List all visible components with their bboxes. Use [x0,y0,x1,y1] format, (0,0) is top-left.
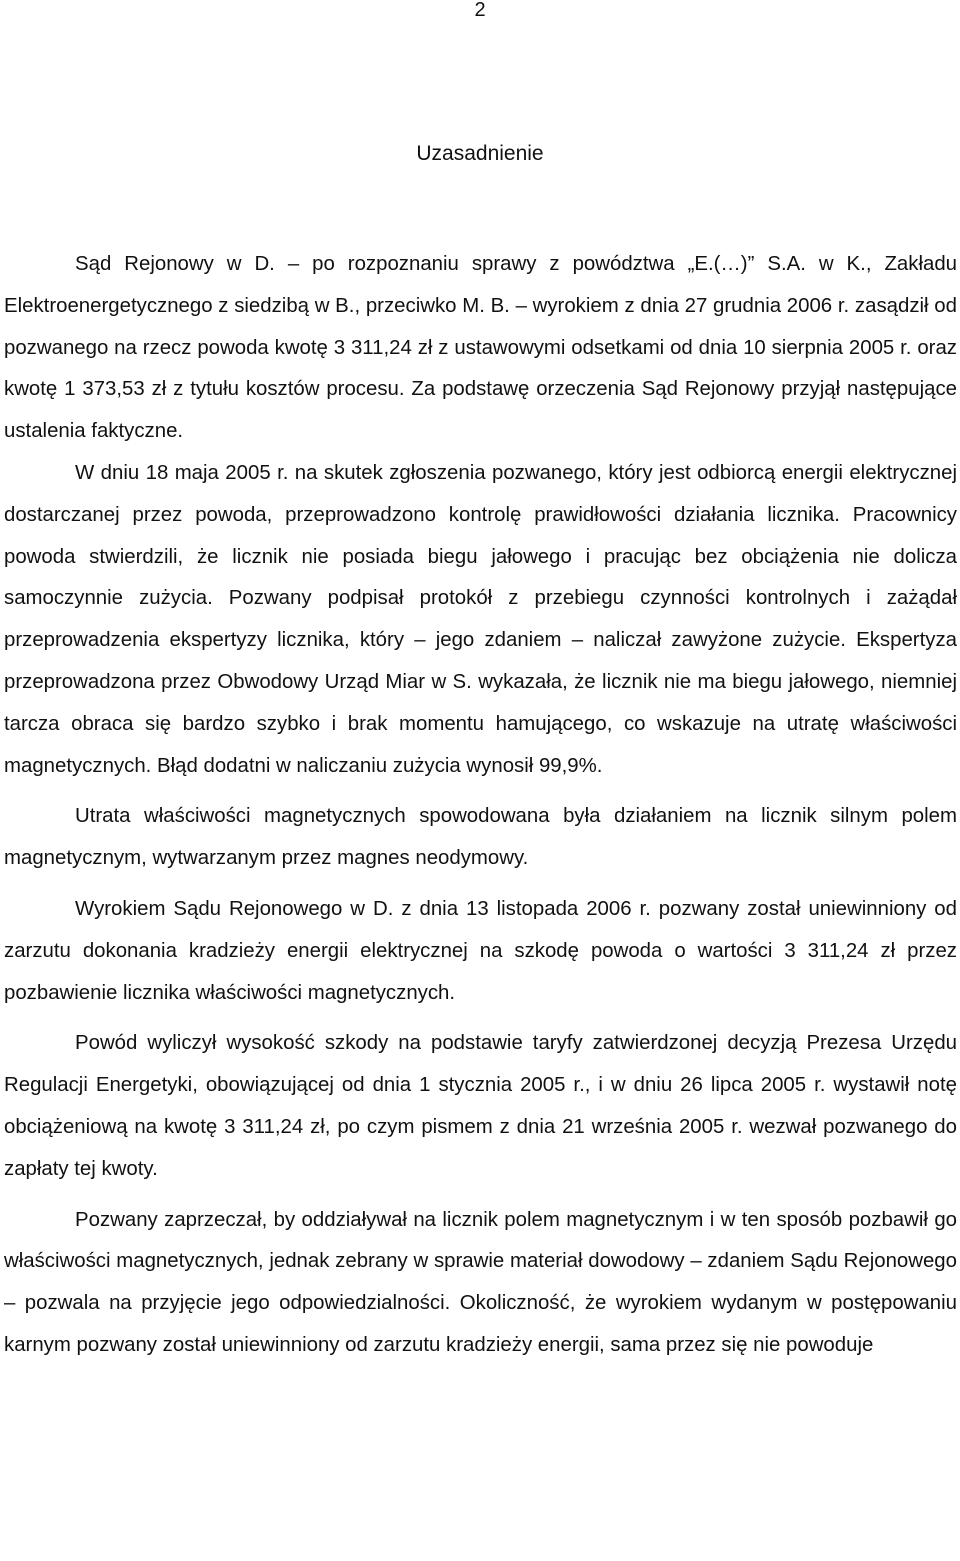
paragraph-4: Wyrokiem Sądu Rejonowego w D. z dnia 13 listopada 2006 r. pozwany został uniewinniony od zarzutu dokonania kradzieży energii elektrycznej na szkodę powoda o wartości 3 311,24 zł przez pozbawienie licznika właściwości magnetycznych. [4,897,957,1004]
document-body [4,244,957,1367]
paragraph-2: W dniu 18 maja 2005 r. na skutek zgłoszenia pozwanego, który jest odbiorcą energii elektrycznej dostarczanej przez powoda, przeprowadzono kontrolę prawidłowości działania licznika. Pracownicy powoda stwierdzili, że licznik nie posiada biegu jałowego i pracując bez obciążenia nie dolicza samoczynnie zużycia. Pozwany podpisał protokół z przebiegu czynności kontrolnych i zażądał przeprowadzenia ekspertyzy licznika, który – jego zdaniem – naliczał zawyżone zużycie. Ekspertyza przeprowadzona przez Obwodowy Urząd Miar w S. wykazała, że licznik nie ma biegu jałowego, niemniej tarcza obraca się bardzo szybko i brak momentu hamującego, co wskazuje na utratę właściwości magnetycznych. Błąd dodatni w naliczaniu zużycia wynosił 99,9%. [4,461,957,777]
paragraph-1: Sąd Rejonowy w D. – po rozpoznaniu sprawy z powództwa „E.(…)” S.A. w K., Zakładu Elektroenergetycznego z siedzibą w B., przeciwko M. B. – wyrokiem z dnia 27 grudnia 2006 r. zasądził od pozwanego na rzecz powoda kwotę 3 311,24 zł z ustawowymi odsetkami od dnia 10 sierpnia 2005 r. oraz kwotę 1 373,53 zł z tytułu kosztów procesu. Za podstawę orzeczenia Sąd Rejonowy przyjął następujące ustalenia faktyczne. [4,253,957,443]
paragraph-5: Powód wyliczył wysokość szkody na podstawie taryfy zatwierdzonej decyzją Prezesa Urzędu Regulacji Energetyki, obowiązującej od dnia 1 stycznia 2005 r., i w dniu 26 lipca 2005 r. wystawił notę obciążeniową na kwotę 3 311,24 zł, po czym pismem z dnia 21 września 2005 r. wezwał pozwanego do zapłaty tej kwoty. [4,1032,957,1180]
page-number: 2 [474,0,486,21]
paragraph-3: Utrata właściwości magnetycznych spowodowana była działaniem na licznik silnym polem magnetycznym, wytwarzanym przez magnes neodymowy. [4,805,957,870]
page-title: Uzasadnienie [416,142,544,165]
paragraph-6: Pozwany zaprzeczał, by oddziaływał na licznik polem magnetycznym i w ten sposób pozbawił go właściwości magnetycznych, jednak zebrany w sprawie materiał dowodowy – zdaniem Sądu Rejonowego – pozwala na przyjęcie jego odpowiedzialności. Okoliczność, że wyrokiem wydanym w postępowaniu karnym pozwany został uniewinniony od zarzutu kradzieży energii, sama przez się nie powoduje [4,1208,957,1356]
